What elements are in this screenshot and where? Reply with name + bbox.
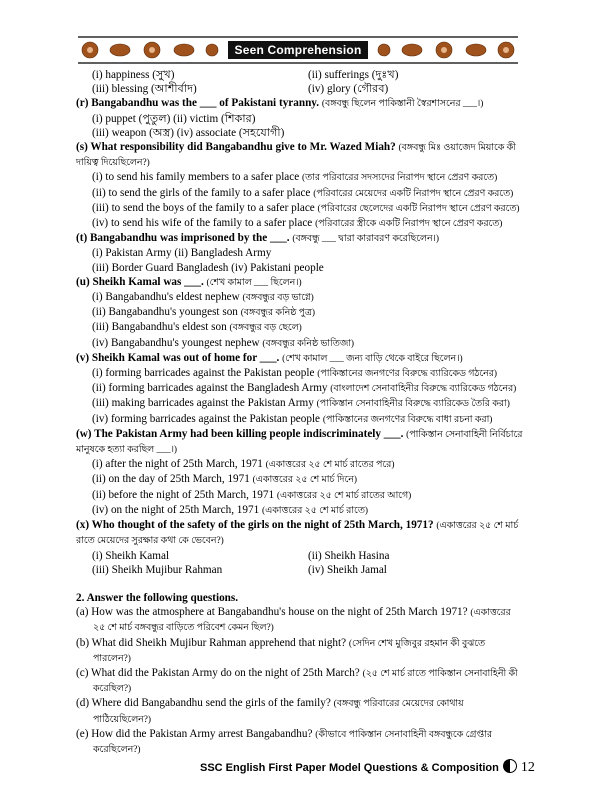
question-a: (a) How was the atmosphere at Bangabandhu's house on the night of 25th March 1971? (একাত্তরের ২৫ শে মার্চ বঙ্গবন্ধুর বাড়িতে পরিবেশ কেমন ছিল?) <box>76 606 511 634</box>
option: (iii) Bangabandhu's eldest son (বঙ্গবন্ধুর বড় ছেলে) <box>92 321 302 334</box>
section-banner <box>78 36 518 64</box>
option: (iii) to send the boys of the family to a safer place (পরিবারের ছেলেদের একটি নিরাপদ স্থানে প্রেরণ করতে) <box>92 201 520 214</box>
option: (iv) Bangabandhu's youngest nephew (বঙ্গবন্ধুর কনিষ্ঠ ভাতিজা) <box>92 336 355 349</box>
options-row <box>76 82 524 96</box>
question-b: (b) What did Sheikh Mujibur Rahman apprehend that night? (সেদিন শেখ মুজিবুর রহমান কী বুঝতে পারলেন?) <box>76 636 486 664</box>
option: (ii) Bangabandhu's youngest son (বঙ্গবন্ধুর কনিষ্ঠ পুত্র) <box>92 306 316 319</box>
question-s: (s) What responsibility did Bangabandhu give to Mr. Wazed Miah? (বঙ্গবন্ধু মিঃ ওয়াজেদ মিয়াকে কী দায়িত্ব দিয়েছিলেন?) <box>76 141 516 169</box>
option: (iii) weapon (অস্ত্র) (iv) associate (সহযোগী) <box>92 126 285 139</box>
option: (ii) Sheikh Hasina <box>308 549 390 562</box>
option: (i) Sheikh Kamal <box>92 549 170 562</box>
option: (i) Bangabandhu's eldest nephew (বঙ্গবন্ধুর বড় ভাগ্নে) <box>92 291 314 304</box>
option: (iv) glory (গৌরব) <box>308 83 389 96</box>
page-footer <box>200 758 535 778</box>
page-content <box>76 68 524 757</box>
option: (iv) Sheikh Jamal <box>308 563 387 576</box>
banner-title: Seen Comprehension <box>228 41 368 59</box>
option: (i) happiness (সুখ) <box>92 69 175 81</box>
option: (iv) forming barricades against the Pakistan people (পাকিস্তানের জনগণের বিরুদ্ধে বাধা রচনা করা) <box>92 412 493 425</box>
option: (i) puppet (পুতুল) (ii) victim (শিকার) <box>92 112 256 125</box>
question-r: (r) Bangabandhu was the ___ of Pakistani tyranny. (বঙ্গবন্ধু ছিলেন পাকিস্তানী স্বৈরশাসনের ___।) <box>76 97 484 110</box>
option: (ii) sufferings (দুঃখ) <box>308 69 399 81</box>
option: (iv) on the night of 25th March, 1971 (একাত্তরের ২৫ শে মার্চ রাতে) <box>92 503 368 516</box>
option: (ii) forming barricades against the Bangladesh Army (বাংলাদেশ সেনাবাহিনীর বিরুদ্ধে ব্যারিকেড গঠনের) <box>92 382 517 395</box>
option: (i) to send his family members to a safer place (তার পরিবারের সদস্যদের নিরাপদ স্থানে প্রেরণ করতে) <box>92 171 498 184</box>
question-v: (v) Sheikh Kamal was out of home for ___. (শেখ কামাল ___ জন্য বাড়ি থেকে বাইরে ছিলেন।) <box>76 351 463 364</box>
question-u: (u) Sheikh Kamal was ___. (শেখ কামাল ___ ছিলেন।) <box>76 275 302 288</box>
option: (ii) on the day of 25th March, 1971 (একাত্তরের ২৫ শে মার্চ দিনে) <box>92 473 357 486</box>
option: (i) forming barricades against the Pakistan people (পাকিস্তানের জনগণের বিরুদ্ধে ব্যারিকেড গঠনের) <box>92 367 498 380</box>
question-d: (d) Where did Bangabandhu send the girls of the family? (বঙ্গবন্ধু পরিবারের মেয়েদের কোথায় পাঠিয়েছিলেন?) <box>76 697 464 725</box>
book-title: SSC English First Paper Model Questions & Composition <box>200 762 499 774</box>
option: (ii) before the night of 25th March, 1971 (একাত্তরের ২৫ শে মার্চ রাতের আগে) <box>92 488 412 501</box>
page-number: 12 <box>520 760 535 775</box>
question-e: (e) How did the Pakistan Army arrest Bangabandhu? (কীভাবে পাকিস্তান সেনাবাহিনী বঙ্গবন্ধুকে গ্রেপ্তার করেছিলেন?) <box>76 727 492 755</box>
option: (iv) to send his wife of the family to a safer place (পরিবারের স্ত্রীকে একটি নিরাপদ স্থানে প্রেরণ করতে) <box>92 217 503 230</box>
question-x: (x) Who thought of the safety of the girls on the night of 25th March, 1971? (একাত্তরের ২৫ শে মার্চ রাতে মেয়েদের সুরক্ষার কথা কে ভেবেন?) <box>76 519 519 547</box>
option: (i) after the night of 25th March, 1971 (একাত্তরের ২৫ শে মার্চ রাতের পরে) <box>92 458 395 471</box>
options-row <box>76 549 524 563</box>
question-c: (c) What did the Pakistan Army do on the night of 25th March? (২৫ শে মার্চ রাতে পাকিস্তান সেনাবাহিনী কী করেছিল?) <box>76 666 518 695</box>
question-w: (w) The Pakistan Army had been killing people indiscriminately ___. (পাকিস্তান সেনাবাহিনী নির্বিচারে মানুষকে হত্যা করছিল ___।) <box>76 427 523 456</box>
half-moon-icon <box>503 759 517 773</box>
question-t: (t) Bangabandhu was imprisoned by the ___. (বঙ্গবন্ধু ___ দ্বারা কারাবরণ করেছিলেন।) <box>76 232 440 245</box>
option: (iii) Sheikh Mujibur Rahman <box>92 563 223 576</box>
option: (i) Pakistan Army (ii) Bangladesh Army <box>92 247 272 260</box>
option: (ii) to send the girls of the family to a safer place (পরিবারের মেয়েদের একটি নিরাপদ স্থানে প্রেরণ করতে) <box>92 186 514 199</box>
option: (iii) making barricades against the Pakistan Army (পাকিস্তান সেনাবাহিনীর বিরুদ্ধে ব্যারিকেড তৈরি করা) <box>92 397 510 410</box>
section-heading: 2. Answer the following questions. <box>76 591 239 604</box>
options-row <box>76 68 524 82</box>
options-row <box>76 563 524 577</box>
option: (iii) Border Guard Bangladesh (iv) Pakistani people <box>92 261 324 274</box>
option: (iii) blessing (আশীর্বাদ) <box>92 83 197 96</box>
